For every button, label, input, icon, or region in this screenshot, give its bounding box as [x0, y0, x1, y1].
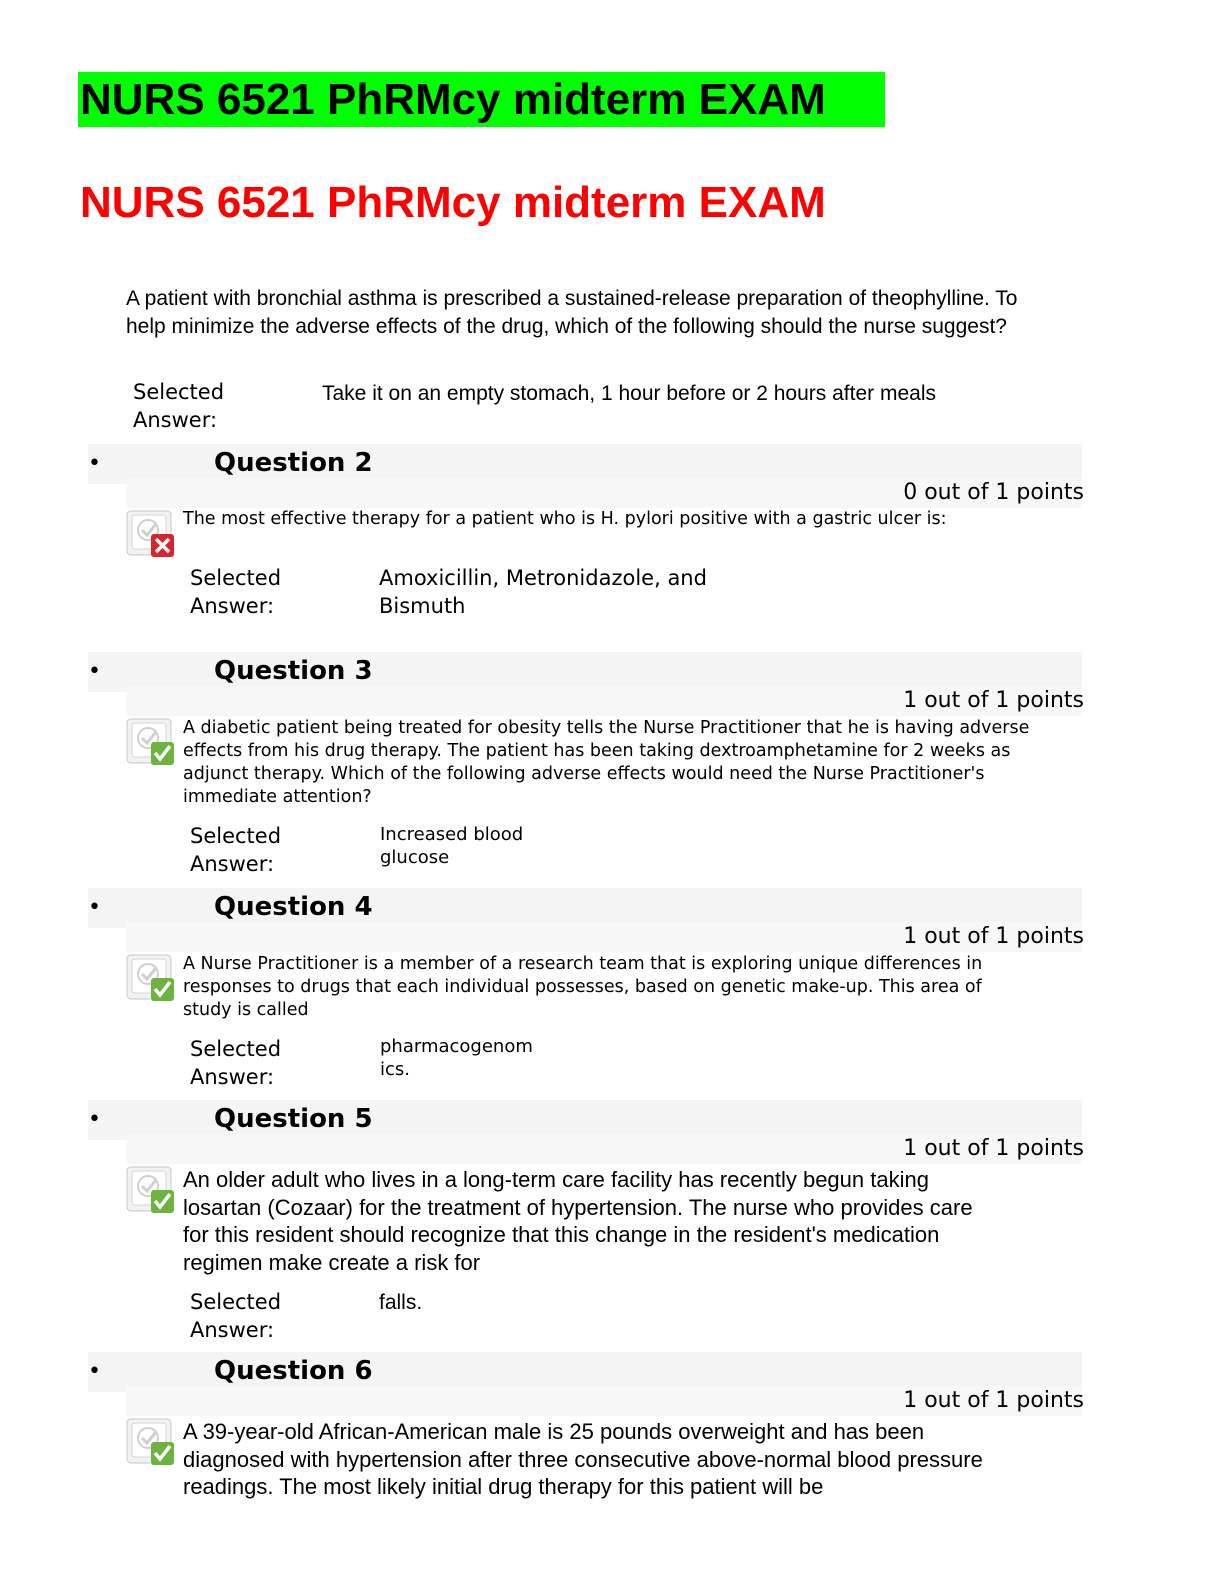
question-title: Question 4	[214, 892, 373, 922]
bullet: •	[88, 1359, 101, 1384]
correct-check-icon	[126, 954, 176, 1002]
points-value: 1 out of 1 points	[903, 924, 1084, 949]
selected-answer-value: Take it on an empty stomach, 1 hour before or 2 hours after meals	[322, 382, 936, 405]
question-title: Question 2	[214, 448, 373, 478]
selected-answer-label: Selected Answer:	[190, 1037, 282, 1089]
points-value: 1 out of 1 points	[903, 688, 1084, 713]
question-text: A Nurse Practitioner is a member of a research team that is exploring unique differences in responses to drugs that each individual possesses, based on genetic make-up. This area of study is called	[183, 954, 983, 1020]
page-title: NURS 6521 PhRMcy midterm EXAM	[80, 178, 826, 227]
points-value: 1 out of 1 points	[903, 1136, 1084, 1161]
points-value: 0 out of 1 points	[903, 480, 1084, 505]
question-text: The most effective therapy for a patient who is H. pylori positive with a gastric ulcer is:	[183, 509, 947, 529]
selected-answer-label: Selected Answer:	[190, 1290, 282, 1342]
question-text: A diabetic patient being treated for obesity tells the Nurse Practitioner that he is having adverse effects from his drug therapy. The patient has been taking dextroamphetamine for 2 weeks as adjunct therapy. Which of the following adverse effects would need the Nurse Practitioner's immediate attention?	[183, 718, 1030, 807]
correct-check-icon	[126, 1166, 176, 1214]
selected-answer-label: Selected Answer:	[190, 824, 282, 876]
question-title: Question 6	[214, 1356, 373, 1386]
selected-answer-label: Selected Answer:	[133, 380, 225, 432]
selected-answer-label: Selected Answer:	[190, 566, 282, 618]
points-value: 1 out of 1 points	[903, 1388, 1084, 1413]
question-text: An older adult who lives in a long-term care facility has recently begun taking losartan (Cozaar) for the treatment of hypertension. The nurse who provides care for this resident should recognize that this change in the resident's medication regimen make create a risk for	[183, 1167, 973, 1275]
page-title-highlighted: NURS 6521 PhRMcy midterm EXAM	[78, 72, 885, 127]
question-text: A 39-year-old African-American male is 25 pounds overweight and has been diagnosed with hypertension after three consecutive above-normal blood pressure readings. The most likely initial drug therapy for this patient will be	[183, 1419, 983, 1499]
selected-answer-value: falls.	[379, 1291, 423, 1314]
selected-answer-value: Amoxicillin, Metronidazole, and Bismuth	[379, 566, 707, 618]
selected-answer-value: pharmacogenom ics.	[380, 1036, 533, 1080]
incorrect-x-icon	[126, 510, 176, 558]
question-title: Question 5	[214, 1104, 373, 1134]
bullet: •	[88, 659, 101, 684]
question-1-text: A patient with bronchial asthma is prescribed a sustained-release preparation of theophylline. To help minimize the adverse effects of the drug, which of the following should the nurse suggest?	[126, 287, 1018, 338]
correct-check-icon	[126, 718, 176, 766]
bullet: •	[88, 1107, 101, 1132]
bullet: •	[88, 895, 101, 920]
bullet: •	[88, 451, 101, 476]
question-title: Question 3	[214, 656, 373, 686]
correct-check-icon	[126, 1418, 176, 1466]
selected-answer-value: Increased blood glucose	[380, 824, 524, 868]
